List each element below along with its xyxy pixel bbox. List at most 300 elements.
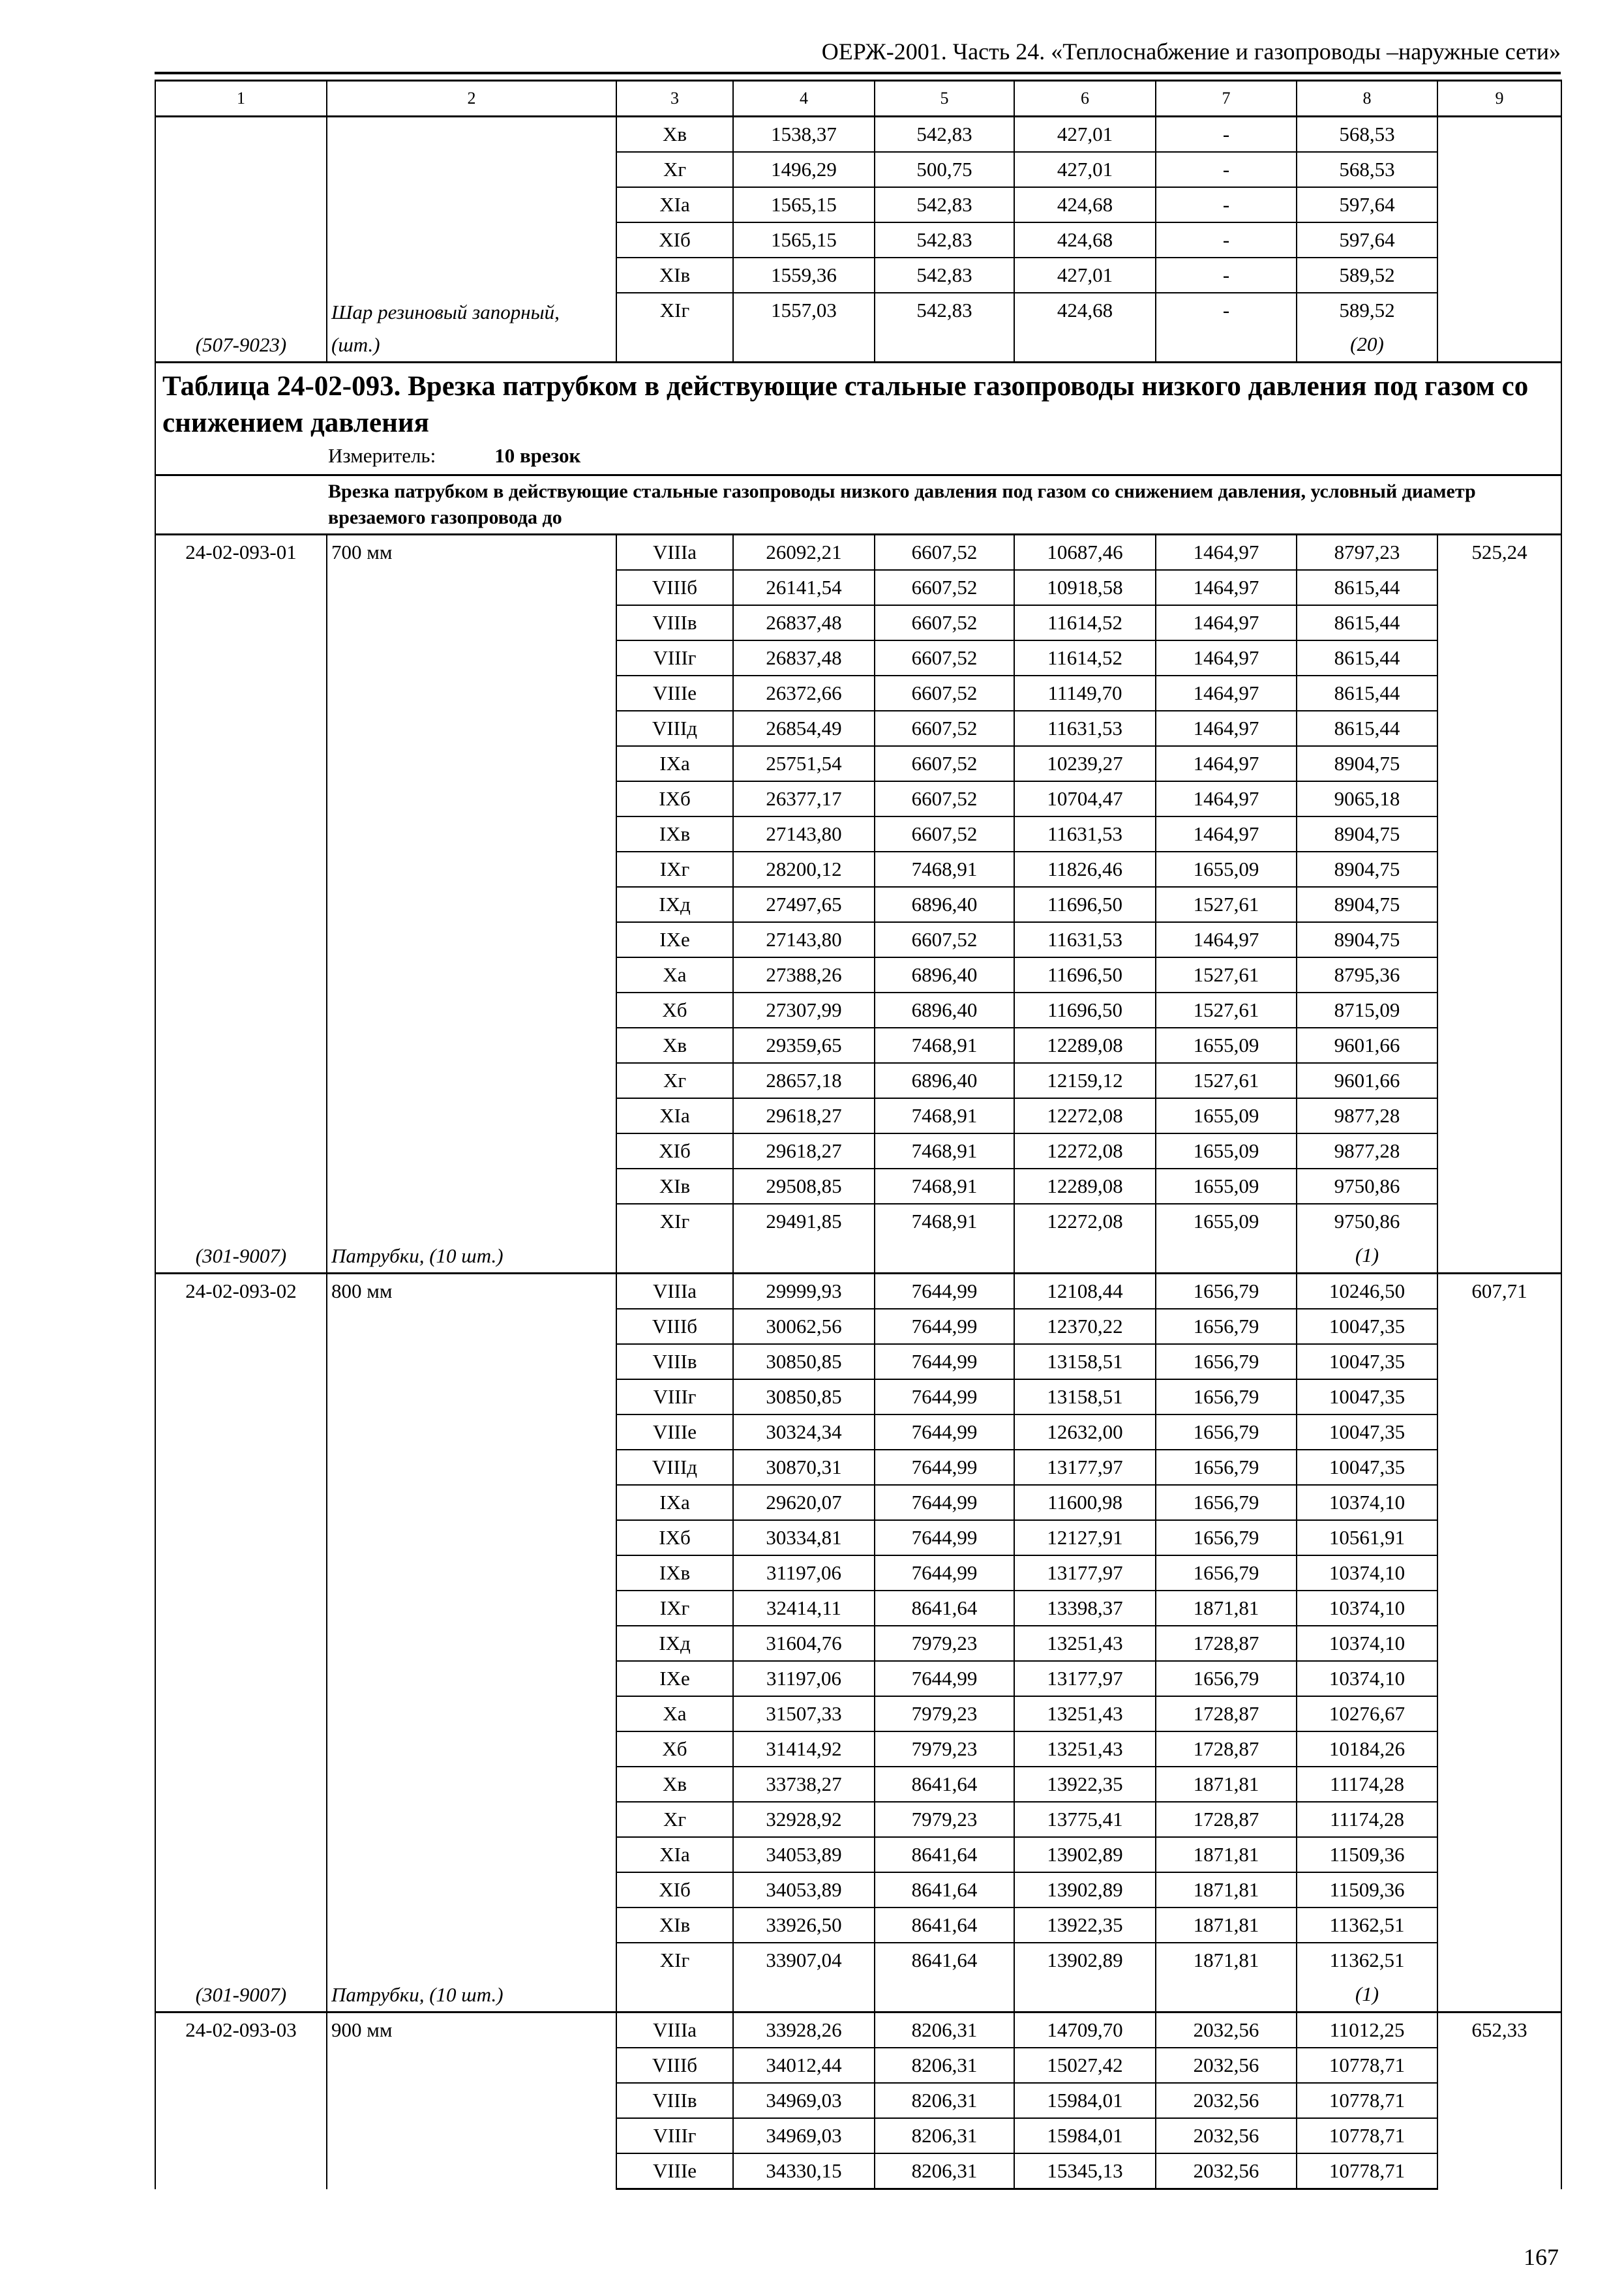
direct-costs: 29491,85 <box>766 1210 842 1233</box>
direct-costs: 32928,92 <box>766 1808 842 1831</box>
labor-wages: 7644,99 <box>911 1420 978 1443</box>
zone-cell <box>616 640 733 676</box>
materials: 11012,25 <box>1329 2018 1405 2041</box>
zone: VIIIг <box>653 646 697 669</box>
machinist-wages: - <box>1222 123 1230 145</box>
zone: XIа <box>659 193 690 216</box>
machinist-wages-cell <box>1156 1414 1297 1450</box>
materials: 8904,75 <box>1334 858 1400 880</box>
labor-wages: 6607,52 <box>911 646 978 669</box>
labor-wages-cell <box>875 1626 1014 1661</box>
materials-cell <box>1297 258 1437 293</box>
materials: 8615,44 <box>1334 576 1400 599</box>
machinist-wages-cell <box>1156 1591 1297 1626</box>
zone: VIIIв <box>652 2089 697 2112</box>
machinist-wages-cell <box>1156 746 1297 781</box>
machine-costs-cell <box>1014 117 1156 153</box>
rate-group <box>155 535 1561 1274</box>
machinist-wages-cell <box>1156 922 1297 957</box>
direct-costs-cell <box>733 117 875 153</box>
direct-costs: 34969,03 <box>766 2124 842 2147</box>
labor-wages-cell <box>875 1098 1014 1133</box>
materials-cell <box>1297 816 1437 852</box>
machinist-wages-cell <box>1156 2153 1297 2189</box>
machinist-wages-cell <box>1156 1204 1297 1274</box>
machine-costs-cell <box>1014 1485 1156 1520</box>
labor-wages-cell <box>875 746 1014 781</box>
materials-cell <box>1297 117 1437 153</box>
labor-wages-cell <box>875 1555 1014 1591</box>
direct-costs: 26141,54 <box>766 576 842 599</box>
machine-costs-cell <box>1014 1379 1156 1414</box>
zone: VIIIб <box>652 1315 698 1338</box>
direct-costs-cell <box>733 293 875 363</box>
machine-costs: 427,01 <box>1057 158 1113 181</box>
machine-costs: 11614,52 <box>1047 611 1123 634</box>
machinist-wages: 1656,79 <box>1193 1315 1259 1338</box>
materials: 10778,71 <box>1329 2124 1406 2147</box>
zone-cell <box>616 1661 733 1696</box>
zone-cell <box>616 1169 733 1204</box>
machinist-wages: 1656,79 <box>1193 1385 1259 1408</box>
labor-wages: 8641,64 <box>911 1596 978 1619</box>
machine-costs: 13177,97 <box>1047 1667 1123 1690</box>
machine-costs: 11149,70 <box>1047 681 1122 704</box>
materials-cell <box>1297 922 1437 957</box>
machine-costs-cell <box>1014 2153 1156 2189</box>
direct-costs-cell <box>733 1204 875 1274</box>
zone-cell <box>616 887 733 922</box>
direct-costs: 27388,26 <box>766 963 842 986</box>
zone-cell <box>616 1802 733 1837</box>
machine-costs: 13902,89 <box>1047 1878 1123 1901</box>
labor-wages: 8206,31 <box>911 2054 978 2076</box>
rate-code-cell <box>155 1274 327 2012</box>
labor-wages-cell <box>875 887 1014 922</box>
labor-wages-cell <box>875 1767 1014 1802</box>
machinist-wages: - <box>1222 299 1230 322</box>
machinist-wages: 1871,81 <box>1193 1843 1259 1866</box>
machine-costs-cell <box>1014 781 1156 816</box>
zone-cell <box>616 746 733 781</box>
materials: 10374,10 <box>1329 1561 1406 1584</box>
labor-wages-cell <box>875 1731 1014 1767</box>
direct-costs: 30062,56 <box>766 1315 842 1338</box>
direct-costs-cell <box>733 1591 875 1626</box>
direct-costs: 34053,89 <box>766 1878 842 1901</box>
labor-wages-cell <box>875 1414 1014 1450</box>
machine-costs: 13902,89 <box>1047 1949 1123 1971</box>
machine-costs: 13902,89 <box>1047 1843 1123 1866</box>
zone-cell <box>616 222 733 258</box>
machine-costs: 424,68 <box>1057 193 1113 216</box>
zone-cell <box>616 1344 733 1379</box>
materials-cell <box>1297 746 1437 781</box>
zone: VIIIа <box>652 541 697 563</box>
direct-costs-cell <box>733 222 875 258</box>
direct-costs-cell <box>733 1661 875 1696</box>
direct-costs-cell <box>733 1274 875 1309</box>
table-row <box>155 1274 1561 1309</box>
zone: XIг <box>659 299 690 322</box>
labor-wages: 7644,99 <box>911 1667 978 1690</box>
labor-wages: 7644,99 <box>911 1350 978 1373</box>
machinist-wages: 1656,79 <box>1193 1526 1259 1549</box>
machine-costs: 13922,35 <box>1047 1913 1123 1936</box>
machinist-wages-cell <box>1156 1309 1297 1344</box>
resource-qty: (20) <box>1350 333 1384 355</box>
labor-wages: 8641,64 <box>911 1949 978 1971</box>
direct-costs-cell <box>733 922 875 957</box>
zone: IXв <box>659 1561 691 1584</box>
machine-costs-cell <box>1014 1696 1156 1731</box>
materials-cell <box>1297 1309 1437 1344</box>
machine-costs-cell <box>1014 746 1156 781</box>
materials-cell <box>1297 2012 1437 2048</box>
labor-wages-cell <box>875 1169 1014 1204</box>
labor-wages-cell <box>875 2083 1014 2118</box>
machine-costs: 12272,08 <box>1047 1210 1123 1233</box>
zone-cell <box>616 258 733 293</box>
machinist-wages: 1527,61 <box>1193 963 1259 986</box>
zone: XIв <box>659 1913 691 1936</box>
column-number: 5 <box>875 81 1014 117</box>
direct-costs-cell <box>733 2083 875 2118</box>
machinist-wages-cell <box>1156 293 1297 363</box>
zone: VIIIб <box>652 2054 698 2076</box>
labor-wages: 7468,91 <box>911 1034 978 1056</box>
machinist-wages: 1656,79 <box>1193 1491 1259 1514</box>
column-number: 6 <box>1014 81 1156 117</box>
machine-costs-cell <box>1014 1943 1156 2012</box>
labor-wages-cell <box>875 1943 1014 2012</box>
labor-wages: 7644,99 <box>911 1315 978 1338</box>
zone: Xб <box>662 1737 687 1760</box>
machine-costs: 13158,51 <box>1047 1350 1123 1373</box>
machine-costs-cell <box>1014 1872 1156 1908</box>
zone-cell <box>616 2048 733 2083</box>
materials: 10561,91 <box>1329 1526 1406 1549</box>
machinist-wages: 2032,56 <box>1193 2054 1259 2076</box>
zone-cell <box>616 535 733 571</box>
column-number: 4 <box>733 81 875 117</box>
labor-wages: 7979,23 <box>911 1808 978 1831</box>
materials: 10276,67 <box>1329 1702 1406 1725</box>
direct-costs-cell <box>733 1767 875 1802</box>
direct-costs: 27143,80 <box>766 822 842 845</box>
labor-cost-cell <box>1437 117 1561 363</box>
direct-costs: 34330,15 <box>766 2159 842 2182</box>
direct-costs: 30324,34 <box>766 1420 842 1443</box>
machine-costs-cell <box>1014 816 1156 852</box>
labor-wages-cell <box>875 2012 1014 2048</box>
machinist-wages: 1527,61 <box>1193 893 1259 916</box>
machinist-wages-cell <box>1156 2083 1297 2118</box>
materials-cell <box>1297 1028 1437 1063</box>
zone: XIб <box>659 1139 691 1162</box>
machine-costs-cell <box>1014 1344 1156 1379</box>
machinist-wages: 1728,87 <box>1193 1808 1259 1831</box>
labor-wages-cell <box>875 1591 1014 1626</box>
rate-code: 24-02-093-03 <box>185 2018 297 2041</box>
labor-wages: 7644,99 <box>911 1279 978 1302</box>
direct-costs-cell <box>733 1450 875 1485</box>
machinist-wages-cell <box>1156 957 1297 993</box>
machinist-wages: - <box>1222 193 1230 216</box>
labor-wages-cell <box>875 852 1014 887</box>
machinist-wages-cell <box>1156 1485 1297 1520</box>
machinist-wages-cell <box>1156 1908 1297 1943</box>
materials: 10778,71 <box>1329 2089 1406 2112</box>
zone-cell <box>616 117 733 153</box>
machine-costs: 10239,27 <box>1047 752 1123 775</box>
direct-costs: 29620,07 <box>766 1491 842 1514</box>
zone-cell <box>616 605 733 640</box>
zone: VIIIд <box>652 717 698 740</box>
materials: 11509,36 <box>1329 1878 1405 1901</box>
machine-costs-cell <box>1014 152 1156 187</box>
machinist-wages: 1656,79 <box>1193 1420 1259 1443</box>
machinist-wages: - <box>1222 158 1230 181</box>
zone-cell <box>616 1204 733 1274</box>
machinist-wages-cell <box>1156 1028 1297 1063</box>
rate-name-cell <box>327 535 616 1274</box>
machinist-wages: 1655,09 <box>1193 1210 1259 1233</box>
zone: IXб <box>659 1526 691 1549</box>
zone: XIв <box>659 1174 691 1197</box>
machinist-wages-cell <box>1156 781 1297 816</box>
materials: 9601,66 <box>1334 1069 1400 1092</box>
materials-cell <box>1297 993 1437 1028</box>
machine-costs-cell <box>1014 1133 1156 1169</box>
direct-costs: 34053,89 <box>766 1843 842 1866</box>
machine-costs: 11696,50 <box>1047 963 1123 986</box>
materials: 11362,51 <box>1329 1949 1405 1971</box>
zone: VIIIв <box>652 1350 697 1373</box>
materials-cell <box>1297 1661 1437 1696</box>
zone: Xа <box>663 963 687 986</box>
labor-wages: 542,83 <box>916 263 972 286</box>
materials: 8795,36 <box>1334 963 1400 986</box>
materials: 10374,10 <box>1329 1632 1406 1654</box>
materials: 10047,35 <box>1329 1315 1406 1338</box>
materials-cell <box>1297 711 1437 746</box>
machinist-wages: 1655,09 <box>1193 1139 1259 1162</box>
materials: 9877,28 <box>1334 1139 1400 1162</box>
zone-cell <box>616 1379 733 1414</box>
direct-costs-cell <box>733 2118 875 2153</box>
direct-costs-cell <box>733 1379 875 1414</box>
zone: IXв <box>659 822 691 845</box>
materials-cell <box>1297 187 1437 222</box>
labor-wages: 7979,23 <box>911 1702 978 1725</box>
machinist-wages: 1871,81 <box>1193 1949 1259 1971</box>
labor-wages: 6607,52 <box>911 681 978 704</box>
labor-wages: 6607,52 <box>911 928 978 951</box>
machinist-wages: 1464,97 <box>1193 681 1259 704</box>
machinist-wages: 2032,56 <box>1193 2124 1259 2147</box>
zone: Xб <box>662 998 687 1021</box>
zone: Xв <box>662 1034 687 1056</box>
zone-cell <box>616 1450 733 1485</box>
machinist-wages-cell <box>1156 1872 1297 1908</box>
machine-costs: 12272,08 <box>1047 1104 1123 1127</box>
materials-cell <box>1297 1344 1437 1379</box>
machinist-wages: 1527,61 <box>1193 1069 1259 1092</box>
machine-costs-cell <box>1014 1063 1156 1098</box>
direct-costs: 27497,65 <box>766 893 842 916</box>
direct-costs-cell <box>733 535 875 571</box>
machine-costs-cell <box>1014 957 1156 993</box>
resource-code: (301-9007) <box>195 1983 287 2006</box>
materials: 10184,26 <box>1329 1737 1406 1760</box>
materials: 8715,09 <box>1334 998 1400 1021</box>
direct-costs: 1565,15 <box>771 193 837 216</box>
materials: 8904,75 <box>1334 752 1400 775</box>
zone: IXе <box>659 928 690 951</box>
machine-costs-cell <box>1014 711 1156 746</box>
zone-cell <box>616 1028 733 1063</box>
rates-table <box>155 80 1562 2190</box>
materials: 8904,75 <box>1334 928 1400 951</box>
rate-code: 24-02-093-02 <box>185 1279 297 1302</box>
machine-costs: 13251,43 <box>1047 1632 1123 1654</box>
materials-cell <box>1297 2083 1437 2118</box>
machine-costs-cell <box>1014 1098 1156 1133</box>
machinist-wages-cell <box>1156 1731 1297 1767</box>
direct-costs: 26377,17 <box>766 787 842 810</box>
materials-cell <box>1297 1379 1437 1414</box>
zone-cell <box>616 2083 733 2118</box>
labor-wages-cell <box>875 1661 1014 1696</box>
machinist-wages: 1871,81 <box>1193 1773 1259 1795</box>
continuation-block <box>155 117 1561 363</box>
labor-wages-cell <box>875 711 1014 746</box>
machine-costs-cell <box>1014 187 1156 222</box>
direct-costs: 26372,66 <box>766 681 842 704</box>
machine-costs: 11826,46 <box>1047 858 1123 880</box>
column-number-row <box>155 81 1561 117</box>
materials-cell <box>1297 1414 1437 1450</box>
materials-cell <box>1297 2118 1437 2153</box>
machine-costs: 10918,58 <box>1047 576 1123 599</box>
machinist-wages: 1871,81 <box>1193 1878 1259 1901</box>
measure-label: Измеритель: <box>328 444 436 467</box>
machine-costs-cell <box>1014 1204 1156 1274</box>
materials-cell <box>1297 1802 1437 1837</box>
materials-cell <box>1297 1626 1437 1661</box>
machinist-wages-cell <box>1156 640 1297 676</box>
materials-cell <box>1297 1204 1437 1274</box>
zone: VIIIе <box>652 1420 697 1443</box>
machine-costs: 15984,01 <box>1047 2124 1123 2147</box>
zone-cell <box>616 152 733 187</box>
rate-group <box>155 1274 1561 2012</box>
direct-costs-cell <box>733 676 875 711</box>
measure-value: 10 врезок <box>494 444 581 467</box>
direct-costs-cell <box>733 1098 875 1133</box>
direct-costs-cell <box>733 1837 875 1872</box>
machine-costs: 12127,91 <box>1047 1526 1123 1549</box>
table-description-row <box>155 475 1561 535</box>
machine-costs: 13775,41 <box>1047 1808 1123 1831</box>
labor-wages-cell <box>875 1274 1014 1309</box>
machine-costs-cell <box>1014 1837 1156 1872</box>
direct-costs: 1538,37 <box>771 123 837 145</box>
direct-costs: 29999,93 <box>766 1279 842 1302</box>
labor-wages-cell <box>875 187 1014 222</box>
labor-wages-cell <box>875 781 1014 816</box>
labor-wages: 6607,52 <box>911 787 978 810</box>
labor-hours: 525,24 <box>1471 541 1527 563</box>
direct-costs-cell <box>733 957 875 993</box>
direct-costs-cell <box>733 1133 875 1169</box>
machinist-wages: - <box>1222 263 1230 286</box>
zone: IXд <box>659 1632 691 1654</box>
machinist-wages: 1728,87 <box>1193 1702 1259 1725</box>
machine-costs: 12159,12 <box>1047 1069 1123 1092</box>
materials-cell <box>1297 1520 1437 1555</box>
labor-wages: 7979,23 <box>911 1632 978 1654</box>
resource-name: Патрубки, (10 шт.) <box>331 1983 504 2006</box>
labor-wages-cell <box>875 1204 1014 1274</box>
table-description: Врезка патрубком в действующие стальные газопроводы низкого давления под газом со снижением давления, условный диаметр врезаемого газопровода до <box>155 475 1561 535</box>
machine-costs: 13177,97 <box>1047 1456 1123 1478</box>
rate-code-cell <box>155 2012 327 2189</box>
zone-cell <box>616 187 733 222</box>
direct-costs: 1565,15 <box>771 228 837 251</box>
zone-cell <box>616 1063 733 1098</box>
machine-costs: 12289,08 <box>1047 1174 1123 1197</box>
machine-costs-cell <box>1014 2083 1156 2118</box>
machinist-wages-cell <box>1156 711 1297 746</box>
machinist-wages-cell <box>1156 570 1297 605</box>
machinist-wages-cell <box>1156 152 1297 187</box>
machine-costs-cell <box>1014 1626 1156 1661</box>
direct-costs: 34969,03 <box>766 2089 842 2112</box>
machinist-wages: 1656,79 <box>1193 1561 1259 1584</box>
direct-costs: 31507,33 <box>766 1702 842 1725</box>
rate-group <box>155 2012 1561 2189</box>
machine-costs-cell <box>1014 2118 1156 2153</box>
direct-costs: 1496,29 <box>771 158 837 181</box>
direct-costs: 28657,18 <box>766 1069 842 1092</box>
machinist-wages-cell <box>1156 816 1297 852</box>
machinist-wages-cell <box>1156 2118 1297 2153</box>
zone-cell <box>616 2153 733 2189</box>
machinist-wages-cell <box>1156 222 1297 258</box>
direct-costs: 33928,26 <box>766 2018 842 2041</box>
zone-cell <box>616 293 733 363</box>
materials: 10374,10 <box>1329 1596 1406 1619</box>
direct-costs: 32414,11 <box>766 1596 842 1619</box>
rate-name-cell <box>327 2012 616 2189</box>
direct-costs: 26837,48 <box>766 611 842 634</box>
column-number: 9 <box>1437 81 1561 117</box>
machinist-wages: 1464,97 <box>1193 541 1259 563</box>
materials: 9601,66 <box>1334 1034 1400 1056</box>
materials: 10047,35 <box>1329 1350 1406 1373</box>
machine-costs: 14709,70 <box>1047 2018 1123 2041</box>
labor-wages: 8641,64 <box>911 1843 978 1866</box>
direct-costs: 31414,92 <box>766 1737 842 1760</box>
table-row <box>155 2012 1561 2048</box>
materials-cell <box>1297 222 1437 258</box>
labor-wages-cell <box>875 922 1014 957</box>
machinist-wages-cell <box>1156 535 1297 571</box>
zone: IXг <box>659 858 690 880</box>
labor-wages: 8206,31 <box>911 2124 978 2147</box>
